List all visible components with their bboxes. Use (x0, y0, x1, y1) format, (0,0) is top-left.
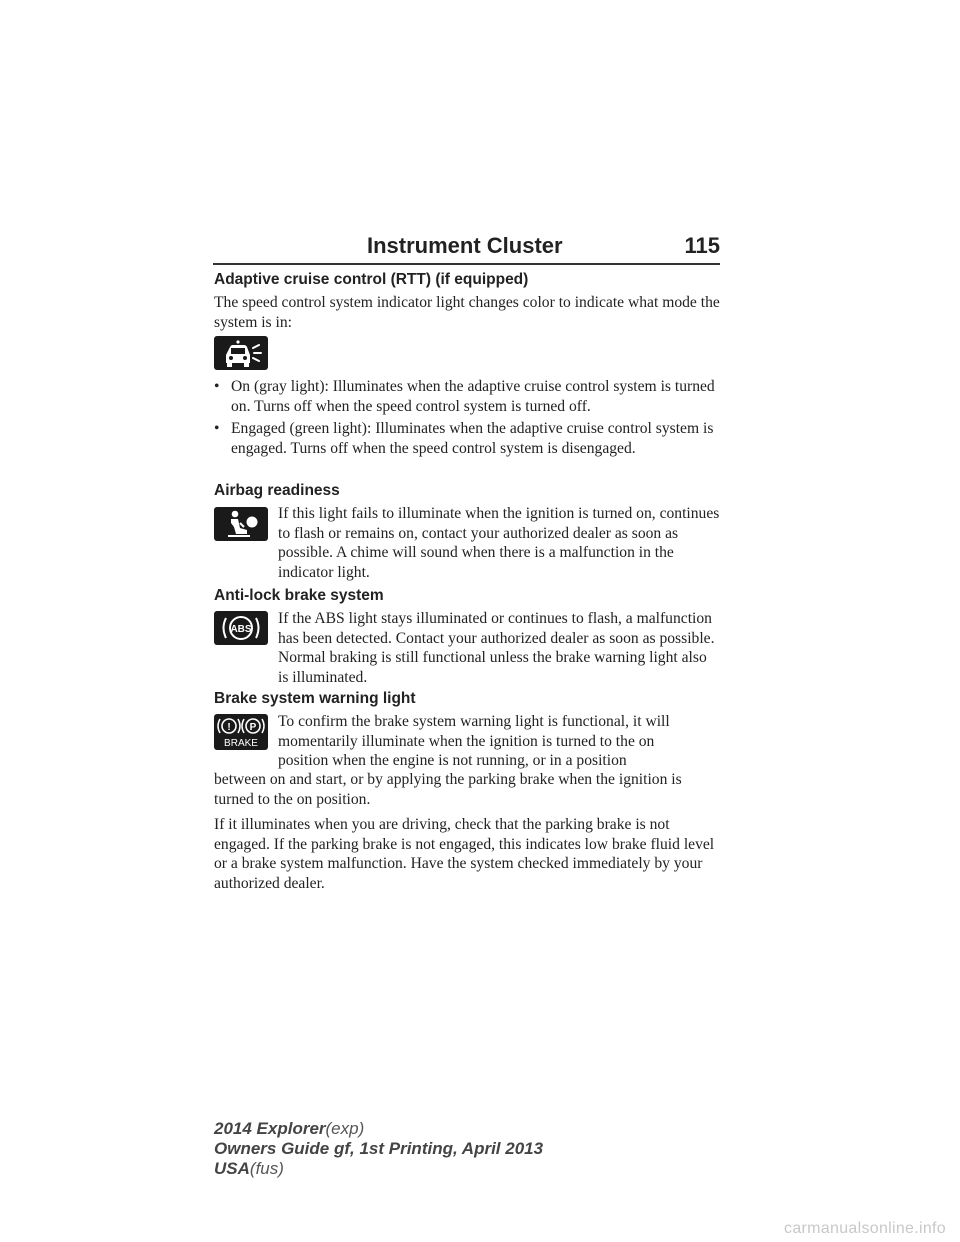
brake-icon-exclaim: ! (227, 722, 231, 733)
brake-icon-p: P (249, 722, 257, 733)
abs-description: If the ABS light stays illuminated or continues to flash, a malfunction has been detected. Contact your authorized dealer as soon as possible. Normal braking is still functional unless the brake warning light also is illuminated. (278, 610, 715, 686)
list-item (214, 377, 720, 416)
watermark: carmanualsonline.info (784, 1220, 946, 1237)
header-divider (213, 263, 720, 265)
acc-heading: Adaptive cruise control (RTT) (if equipped) (214, 271, 529, 288)
adaptive-cruise-car-icon (214, 336, 268, 370)
footer-model-line (214, 1119, 543, 1139)
footer-market-line (214, 1159, 543, 1179)
footer-guide: Owners Guide gf, 1st Printing, April 2013 (214, 1139, 544, 1158)
page-number: 115 (684, 233, 720, 258)
abs-icon-text: ABS (230, 624, 252, 635)
brake-heading: Brake system warning light (214, 690, 416, 707)
print-footer (214, 1119, 543, 1179)
brake-description-continued: between on and start, or by applying the parking brake when the ignition is turned to the on position. (214, 771, 682, 808)
brake-description-line: To confirm the brake system warning light is functional, it will (278, 713, 670, 730)
airbag-description: If this light fails to illuminate when the ignition is turned on, continues to flash or remains on, contact your authorized dealer as soon as possible. A chime will sound when there is a malfunction in the indicator light. (278, 505, 720, 581)
footer-model-code: (exp) (325, 1119, 365, 1138)
running-header (367, 228, 720, 264)
brake-warning-icon (214, 714, 268, 750)
brake-paragraph-2: If it illuminates when you are driving, check that the parking brake is not engaged. If the parking brake is not engaged, this indicates low brake fluid level or a brake system malfunction. Have the system checked immediately by your authorized dealer. (214, 816, 715, 892)
footer-market: USA (214, 1159, 250, 1178)
brake-description (278, 712, 720, 771)
abs-heading: Anti-lock brake system (214, 587, 384, 604)
section-title: Instrument Cluster (367, 233, 563, 258)
footer-market-code: (fus) (249, 1159, 284, 1178)
list-item (214, 419, 720, 458)
airbag-heading: Airbag readiness (214, 482, 340, 499)
brake-icon-label: BRAKE (224, 738, 258, 749)
brake-description-line: position when the engine is not running, or in a position (278, 752, 627, 769)
list-item-text: On (gray light): Illuminates when the adaptive cruise control system is turned on. Turns off when the speed control system is turned off. (231, 378, 715, 415)
airbag-passenger-icon (214, 507, 268, 541)
bullet-icon: • (214, 378, 220, 395)
acc-intro: The speed control system indicator light changes color to indicate what mode the system is in: (214, 294, 720, 331)
bullet-icon: • (214, 420, 220, 437)
brake-description-line: momentarily illuminate when the ignition is turned to the on (278, 732, 655, 750)
list-item-text: Engaged (green light): Illuminates when the adaptive cruise control system is engaged. Turns off when the speed control system is disengaged. (231, 420, 714, 457)
footer-model: 2014 Explorer (214, 1119, 326, 1138)
abs-warning-icon (214, 611, 268, 645)
